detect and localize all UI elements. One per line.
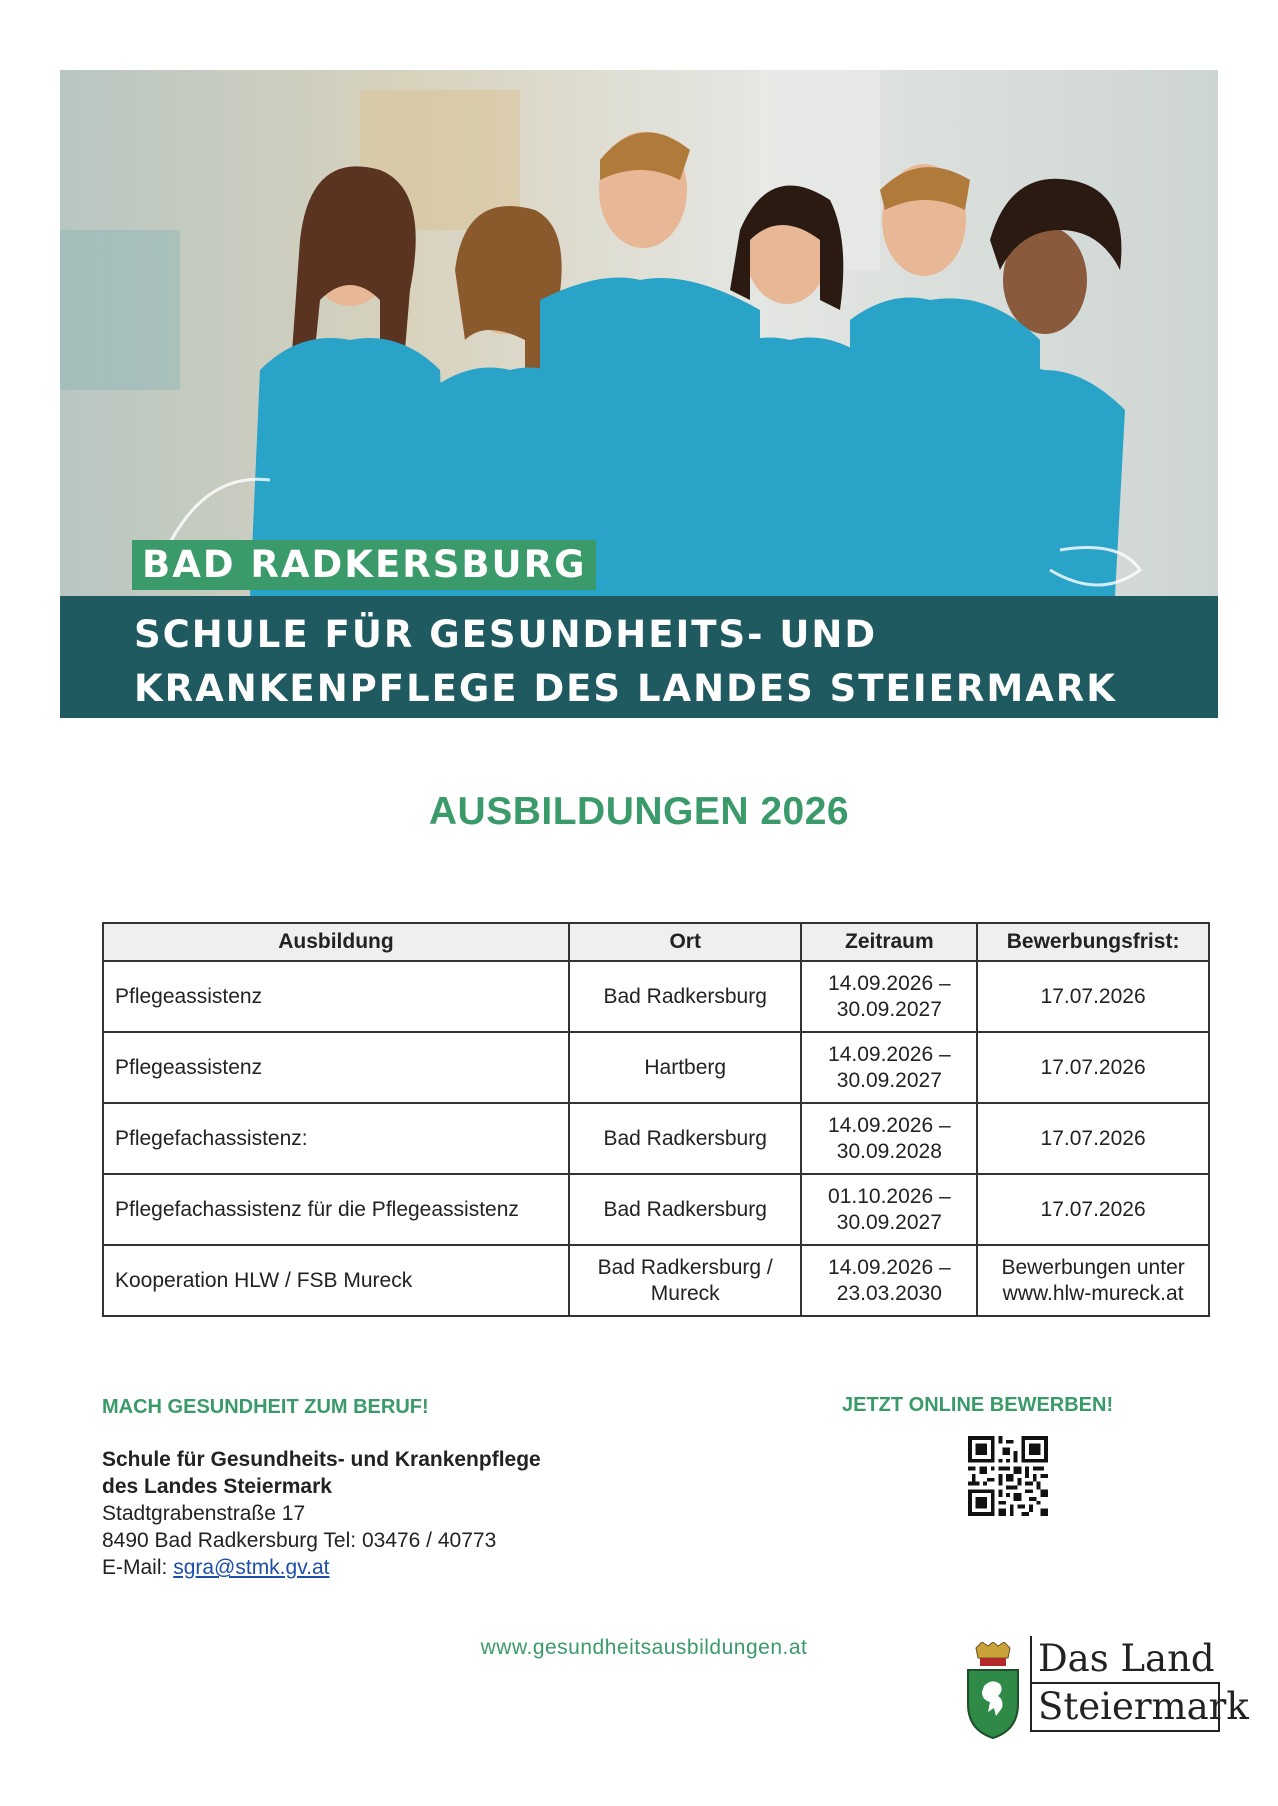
frist-line-1: Bewerbungen unter: [1001, 1255, 1185, 1279]
slogan-right: JETZT ONLINE BEWERBEN!: [842, 1394, 1114, 1416]
zeitraum-end: 23.03.2030: [836, 1281, 942, 1305]
table-row: [103, 1174, 1209, 1245]
zeitraum-end: 30.09.2027: [836, 1068, 942, 1092]
styria-coat-of-arms-icon: [964, 1642, 1022, 1740]
email-link[interactable]: sgra@stmk.gv.at: [173, 1556, 330, 1579]
ort-line-2: Mureck: [650, 1281, 720, 1305]
title-line-1: SCHULE FÜR GESUNDHEITS- UND: [134, 613, 878, 656]
table-row: [103, 1103, 1209, 1174]
table-row: [103, 1245, 1209, 1316]
cell-ausbildung: Pflegeassistenz: [103, 961, 569, 1032]
table-row: [103, 1032, 1209, 1103]
header-zeitraum: Zeitraum: [801, 923, 977, 961]
ort-line-1: Hartberg: [644, 1055, 727, 1079]
header-ort: Ort: [569, 923, 802, 961]
location-badge: BAD RADKERSBURG: [132, 540, 596, 590]
title-line-2: KRANKENPFLEGE DES LANDES STEIERMARK: [134, 667, 1117, 710]
cell-ausbildung: Pflegeassistenz: [103, 1032, 569, 1103]
city-phone: 8490 Bad Radkersburg Tel: 03476 / 40773: [102, 1529, 497, 1552]
street-address: Stadtgrabenstraße 17: [102, 1502, 306, 1525]
cell-ort: [569, 1174, 802, 1245]
cell-zeitraum: [801, 1245, 977, 1316]
ort-line-1: Bad Radkersburg: [603, 1197, 767, 1221]
website-link[interactable]: www.gesundheitsausbildungen.at: [480, 1636, 808, 1659]
cell-ort: [569, 1032, 802, 1103]
table-header-row: [103, 923, 1209, 961]
zeitraum-start: 14.09.2026 –: [828, 1042, 951, 1066]
cell-ort: [569, 1103, 802, 1174]
courses-table: [102, 922, 1210, 1317]
hero-photo: [60, 70, 1218, 596]
cell-zeitraum: [801, 1032, 977, 1103]
slogan-left: MACH GESUNDHEIT ZUM BERUF!: [102, 1396, 429, 1418]
cell-frist: [977, 1174, 1209, 1245]
cell-ausbildung: Pflegefachassistenz für die Pflegeassistenz: [103, 1174, 569, 1245]
cell-frist: [977, 1245, 1209, 1316]
header-ausbildung: Ausbildung: [103, 923, 569, 961]
school-name-line-2: des Landes Steiermark: [102, 1475, 332, 1498]
header-bewerbungsfrist: Bewerbungsfrist:: [977, 923, 1209, 961]
cell-frist: [977, 1032, 1209, 1103]
das-land-steiermark-logo: [964, 1634, 1249, 1744]
ort-line-1: Bad Radkersburg /: [597, 1255, 773, 1279]
ort-line-1: Bad Radkersburg: [603, 1126, 767, 1150]
cell-ausbildung: Pflegefachassistenz:: [103, 1103, 569, 1174]
hero-banner: [60, 70, 1218, 718]
logo-wordmark: [1030, 1636, 1249, 1732]
frist-line-1: 17.07.2026: [1040, 984, 1146, 1008]
frist-line-2: www.hlw-mureck.at: [1002, 1281, 1184, 1305]
page-heading: AUSBILDUNGEN 2026: [428, 790, 850, 833]
cell-ort: [569, 1245, 802, 1316]
zeitraum-end: 30.09.2028: [836, 1139, 942, 1163]
cell-zeitraum: [801, 1103, 977, 1174]
cell-frist: [977, 961, 1209, 1032]
ort-line-1: Bad Radkersburg: [603, 984, 767, 1008]
zeitraum-start: 14.09.2026 –: [828, 971, 951, 995]
logo-line-2: Steiermark: [1032, 1682, 1220, 1732]
frist-line-1: 17.07.2026: [1040, 1055, 1146, 1079]
zeitraum-end: 30.09.2027: [836, 1210, 942, 1234]
qr-code-icon[interactable]: [968, 1436, 1048, 1516]
title-bar: [60, 596, 1218, 718]
cell-ausbildung: Kooperation HLW / FSB Mureck: [103, 1245, 569, 1316]
school-address: [102, 1446, 541, 1581]
zeitraum-start: 14.09.2026 –: [828, 1255, 951, 1279]
team-photo-illustration: [60, 70, 1218, 596]
cell-frist: [977, 1103, 1209, 1174]
email-label: E-Mail:: [102, 1556, 174, 1579]
cell-zeitraum: [801, 1174, 977, 1245]
zeitraum-end: 30.09.2027: [836, 997, 942, 1021]
cell-ort: [569, 961, 802, 1032]
frist-line-1: 17.07.2026: [1040, 1126, 1146, 1150]
cell-zeitraum: [801, 961, 977, 1032]
school-name-line-1: Schule für Gesundheits- und Krankenpflege: [102, 1448, 541, 1471]
zeitraum-start: 14.09.2026 –: [828, 1113, 951, 1137]
zeitraum-start: 01.10.2026 –: [828, 1184, 951, 1208]
email-row: [102, 1554, 541, 1581]
frist-line-1: 17.07.2026: [1040, 1197, 1146, 1221]
table-row: [103, 961, 1209, 1032]
logo-line-1: Das Land: [1038, 1637, 1215, 1680]
